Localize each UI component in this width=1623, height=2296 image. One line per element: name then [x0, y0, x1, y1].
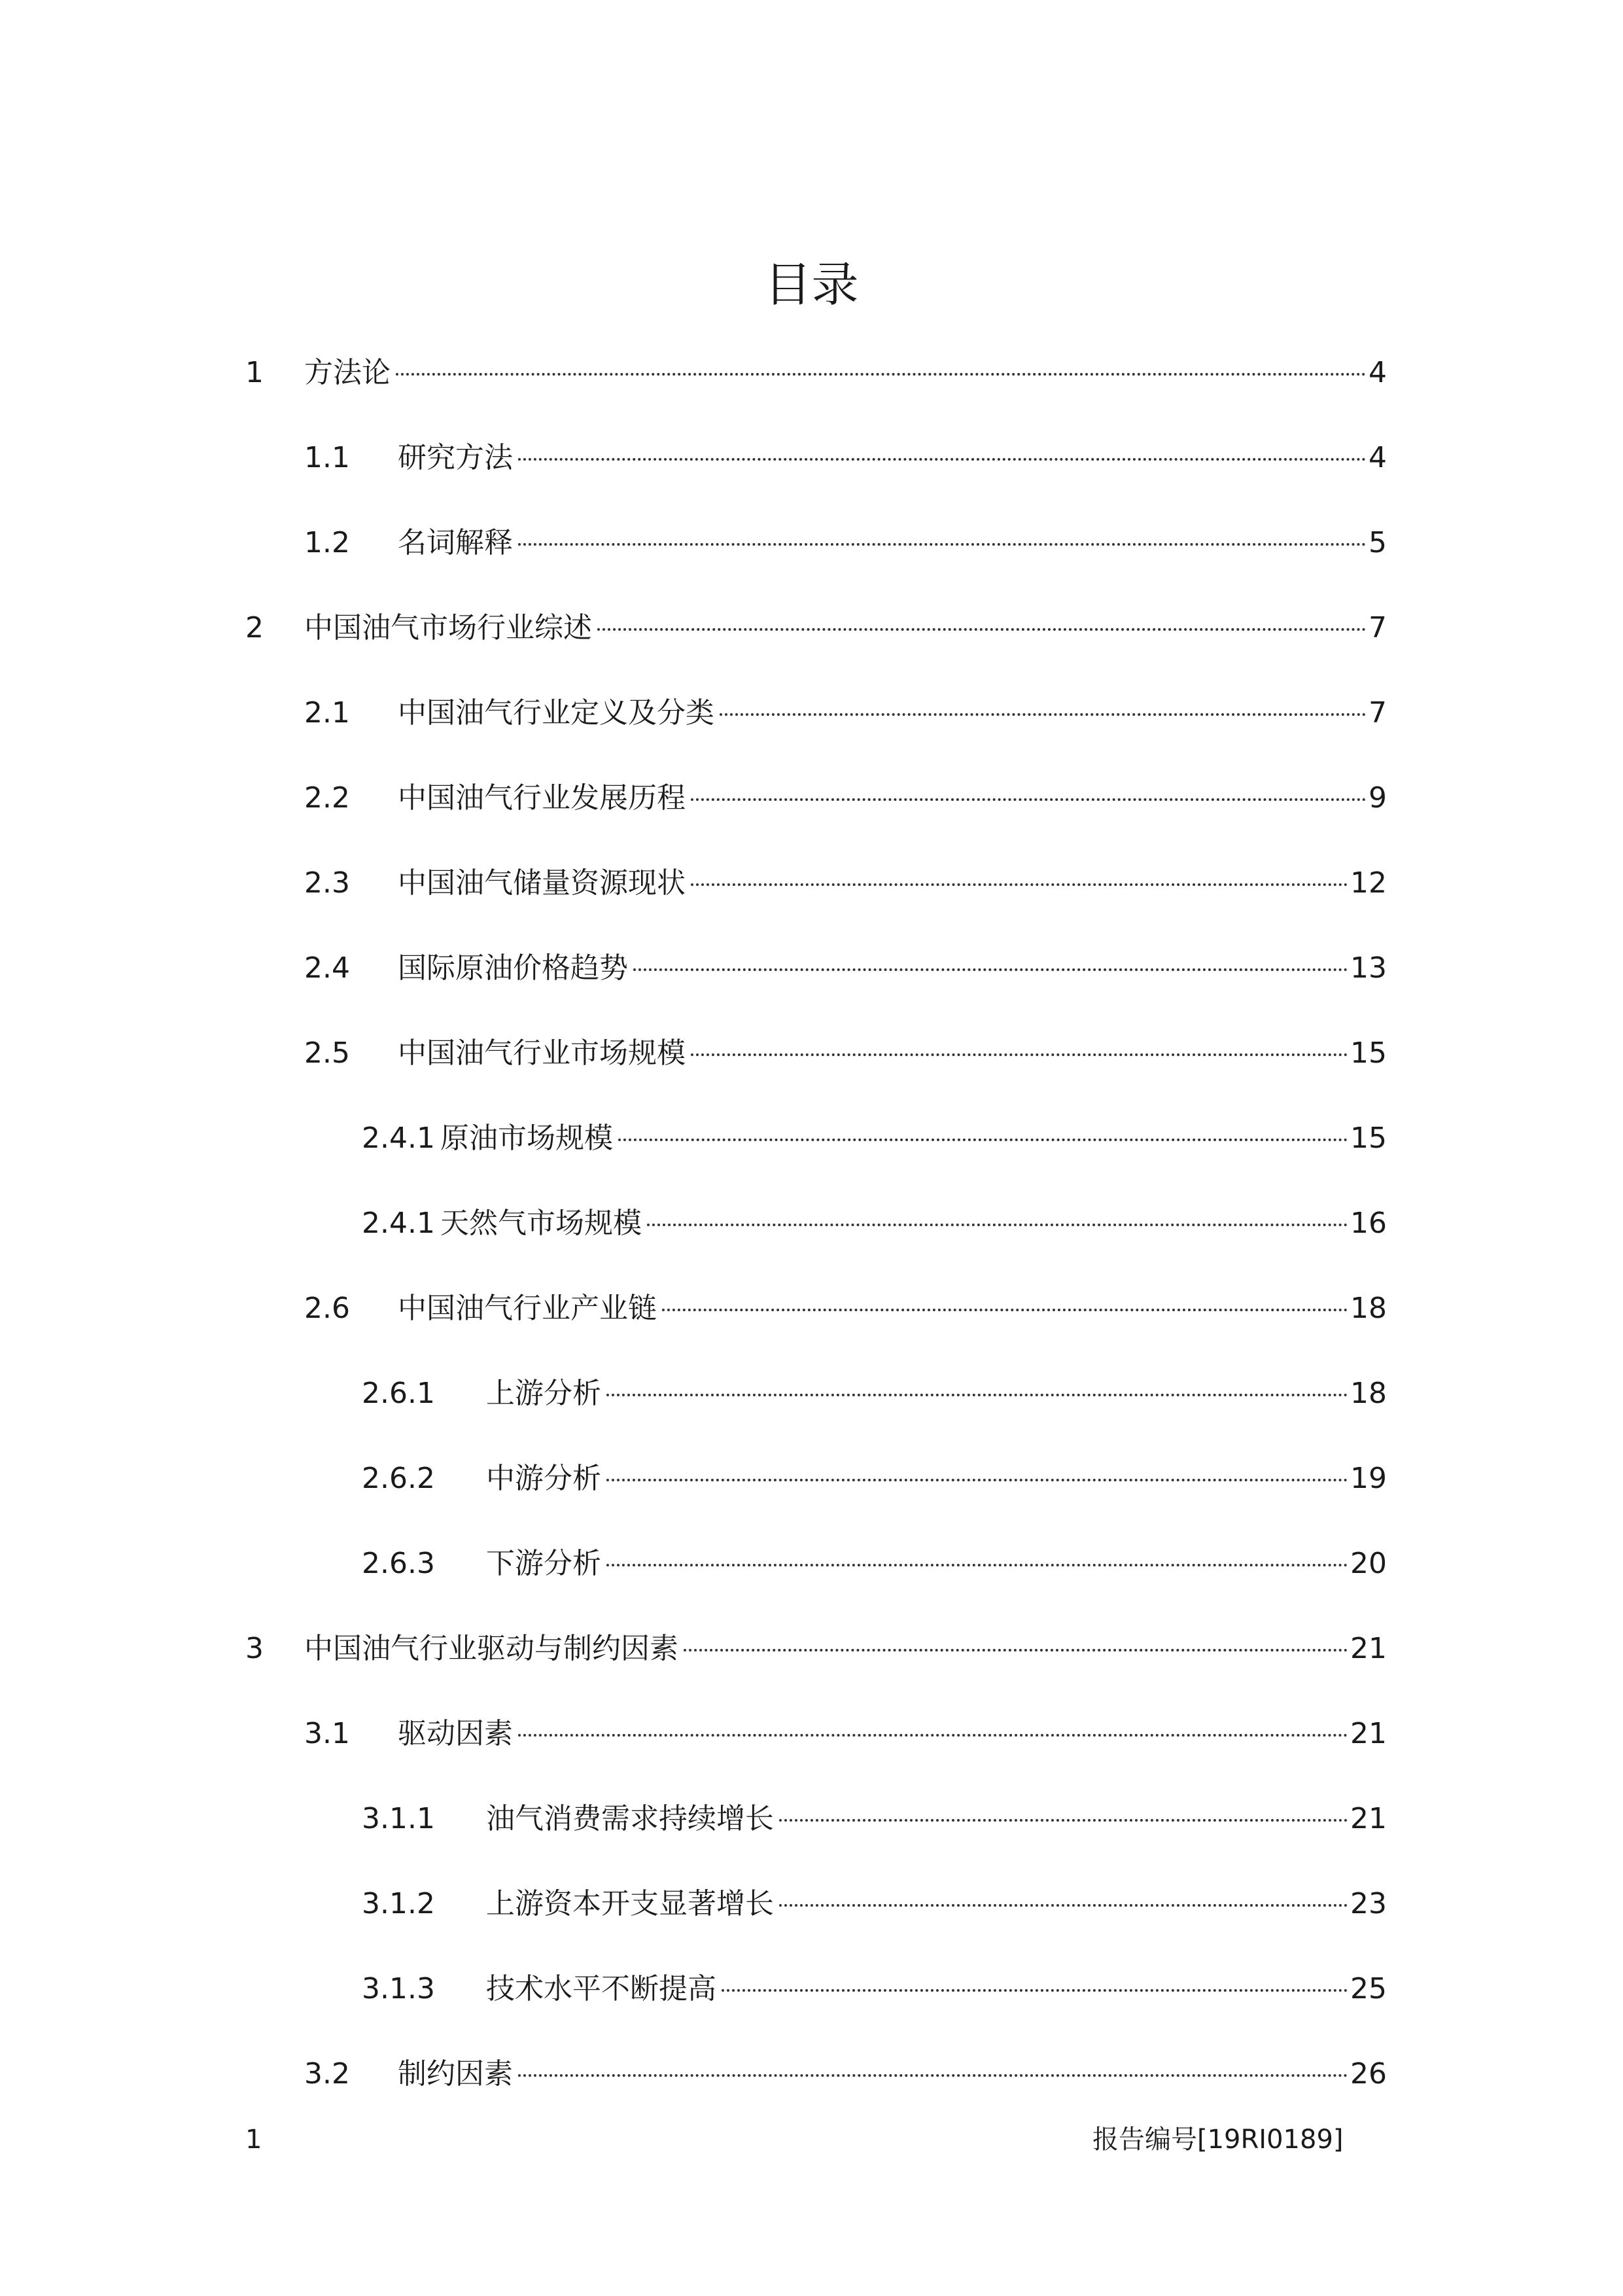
toc-leader-dots [518, 1734, 1348, 1737]
toc-entry[interactable] [304, 2055, 1387, 2094]
toc-entry-page: 15 [1350, 1122, 1387, 1155]
toc-entry-label: 中国油气行业市场规模 [398, 1036, 686, 1070]
toc-entry[interactable] [362, 1459, 1387, 1498]
toc-entry[interactable] [304, 949, 1387, 988]
toc-entry-page: 19 [1350, 1462, 1387, 1495]
toc-entry-page: 7 [1369, 696, 1387, 730]
toc-entry-number: 2.2 [304, 781, 350, 815]
toc-entry[interactable] [362, 1969, 1387, 2009]
toc-entry-label: 中国油气行业驱动与制约因素 [304, 1632, 678, 1665]
toc-entry-page: 23 [1350, 1887, 1387, 1920]
toc-entry-number: 1.2 [304, 526, 350, 559]
toc-entry-number: 2.4 [304, 951, 350, 985]
toc-entry-number: 2.6.2 [362, 1462, 435, 1495]
toc-entry-page: 7 [1369, 611, 1387, 645]
toc-entry-label: 中国油气市场行业综述 [304, 611, 592, 645]
toc-entry-number: 2.3 [304, 866, 350, 900]
toc-entry-label: 上游分析 [486, 1377, 601, 1410]
toc-entry[interactable] [245, 353, 1387, 393]
toc-entry-page: 18 [1350, 1377, 1387, 1410]
toc-entry-page: 21 [1350, 1632, 1387, 1665]
toc-entry[interactable] [362, 1119, 1387, 1158]
toc-entry[interactable] [362, 1799, 1387, 1839]
toc-leader-dots [518, 543, 1366, 546]
toc-entry-page: 26 [1350, 2057, 1387, 2091]
toc-entry[interactable] [304, 438, 1387, 478]
toc-entry-label: 中国油气行业发展历程 [398, 781, 686, 815]
footer-report-id: 报告编号[19RI0189] [1092, 2125, 1344, 2155]
toc-leader-dots [691, 883, 1348, 886]
toc-entry-page: 25 [1350, 1972, 1387, 2005]
toc-entry[interactable] [245, 609, 1387, 648]
toc-entry[interactable] [304, 1714, 1387, 1754]
toc-entry-label: 驱动因素 [398, 1717, 513, 1750]
toc-entry-number: 2.6.1 [362, 1377, 435, 1410]
toc-leader-dots [597, 628, 1366, 631]
toc-leader-dots [606, 1479, 1348, 1481]
toc-entry[interactable] [304, 779, 1387, 818]
toc-leader-dots [662, 1309, 1348, 1311]
toc-entry-number: 3.1.2 [362, 1887, 435, 1920]
toc-entry-page: 20 [1350, 1547, 1387, 1580]
toc-entry[interactable] [304, 1034, 1387, 1073]
toc-leader-dots [779, 1819, 1348, 1822]
toc-entry-label: 中国油气行业定义及分类 [398, 696, 714, 730]
toc-entry-number: 1.1 [304, 441, 350, 474]
toc-leader-dots [518, 458, 1366, 461]
toc-entry-label: 中国油气行业产业链 [398, 1292, 657, 1325]
toc-leader-dots [518, 2074, 1348, 2077]
toc-entry[interactable] [362, 1884, 1387, 1924]
toc-entry[interactable] [362, 1544, 1387, 1583]
toc-entry-number: 2.4.1 [362, 1122, 435, 1155]
toc-entry-label: 中国油气储量资源现状 [398, 866, 686, 900]
toc-entry-label: 中游分析 [486, 1462, 601, 1495]
toc-leader-dots [722, 1989, 1348, 1992]
toc-entry-page: 9 [1369, 781, 1387, 815]
toc-entry-number: 1 [245, 356, 264, 389]
toc-leader-dots [691, 1053, 1348, 1056]
toc-entry-label: 国际原油价格趋势 [398, 951, 628, 985]
toc-entry-number: 3.2 [304, 2057, 350, 2091]
toc-entry-label: 下游分析 [486, 1547, 601, 1580]
toc-entry-number: 2.4.1 [362, 1207, 435, 1240]
toc-entry-label: 研究方法 [398, 441, 513, 474]
toc-entry-page: 13 [1350, 951, 1387, 985]
toc-entry-number: 2.5 [304, 1036, 350, 1070]
toc-entry-page: 18 [1350, 1292, 1387, 1325]
toc-entry-page: 16 [1350, 1207, 1387, 1240]
toc-leader-dots [606, 1394, 1348, 1396]
toc-entry-label: 原油市场规模 [440, 1122, 613, 1155]
toc-entry-page: 21 [1350, 1717, 1387, 1750]
toc-entry-number: 3 [245, 1632, 264, 1665]
page-title: 目录 [764, 257, 859, 312]
toc-leader-dots [618, 1139, 1348, 1141]
toc-entry-page: 15 [1350, 1036, 1387, 1070]
toc-entry[interactable] [362, 1204, 1387, 1243]
toc-entry-number: 2.6.3 [362, 1547, 435, 1580]
toc-leader-dots [684, 1649, 1348, 1651]
toc-entry[interactable] [304, 694, 1387, 733]
toc-entry[interactable] [304, 1289, 1387, 1328]
toc-leader-dots [633, 968, 1348, 971]
toc-entry-number: 2.6 [304, 1292, 350, 1325]
toc-entry-number: 3.1.1 [362, 1802, 435, 1835]
toc-entry-label: 名词解释 [398, 526, 513, 559]
toc-leader-dots [779, 1904, 1348, 1907]
toc-entry-number: 2 [245, 611, 264, 645]
toc-entry[interactable] [245, 1629, 1387, 1669]
toc-entry-page: 12 [1350, 866, 1387, 900]
toc-entry-label: 上游资本开支显著增长 [486, 1887, 774, 1920]
toc-leader-dots [606, 1564, 1348, 1566]
toc-entry-page: 5 [1369, 526, 1387, 559]
toc-entry[interactable] [304, 864, 1387, 903]
toc-leader-dots [691, 798, 1366, 801]
toc-leader-dots [720, 713, 1366, 716]
toc-entry-label: 制约因素 [398, 2057, 513, 2091]
toc-entry-page: 4 [1369, 356, 1387, 389]
toc-entry-label: 天然气市场规模 [440, 1207, 642, 1240]
toc-entry-page: 21 [1350, 1802, 1387, 1835]
toc-entry[interactable] [362, 1374, 1387, 1413]
toc-entry-number: 2.1 [304, 696, 350, 730]
toc-entry-number: 3.1 [304, 1717, 350, 1750]
toc-entry-page: 4 [1369, 441, 1387, 474]
toc-entry-number: 3.1.3 [362, 1972, 435, 2005]
toc-entry-label: 方法论 [304, 356, 391, 389]
toc-leader-dots [647, 1224, 1348, 1226]
toc-entry[interactable] [304, 523, 1387, 563]
toc-entry-label: 技术水平不断提高 [486, 1972, 716, 2005]
toc-entry-label: 油气消费需求持续增长 [486, 1802, 774, 1835]
footer-page-number: 1 [245, 2125, 262, 2155]
toc-leader-dots [396, 373, 1366, 376]
